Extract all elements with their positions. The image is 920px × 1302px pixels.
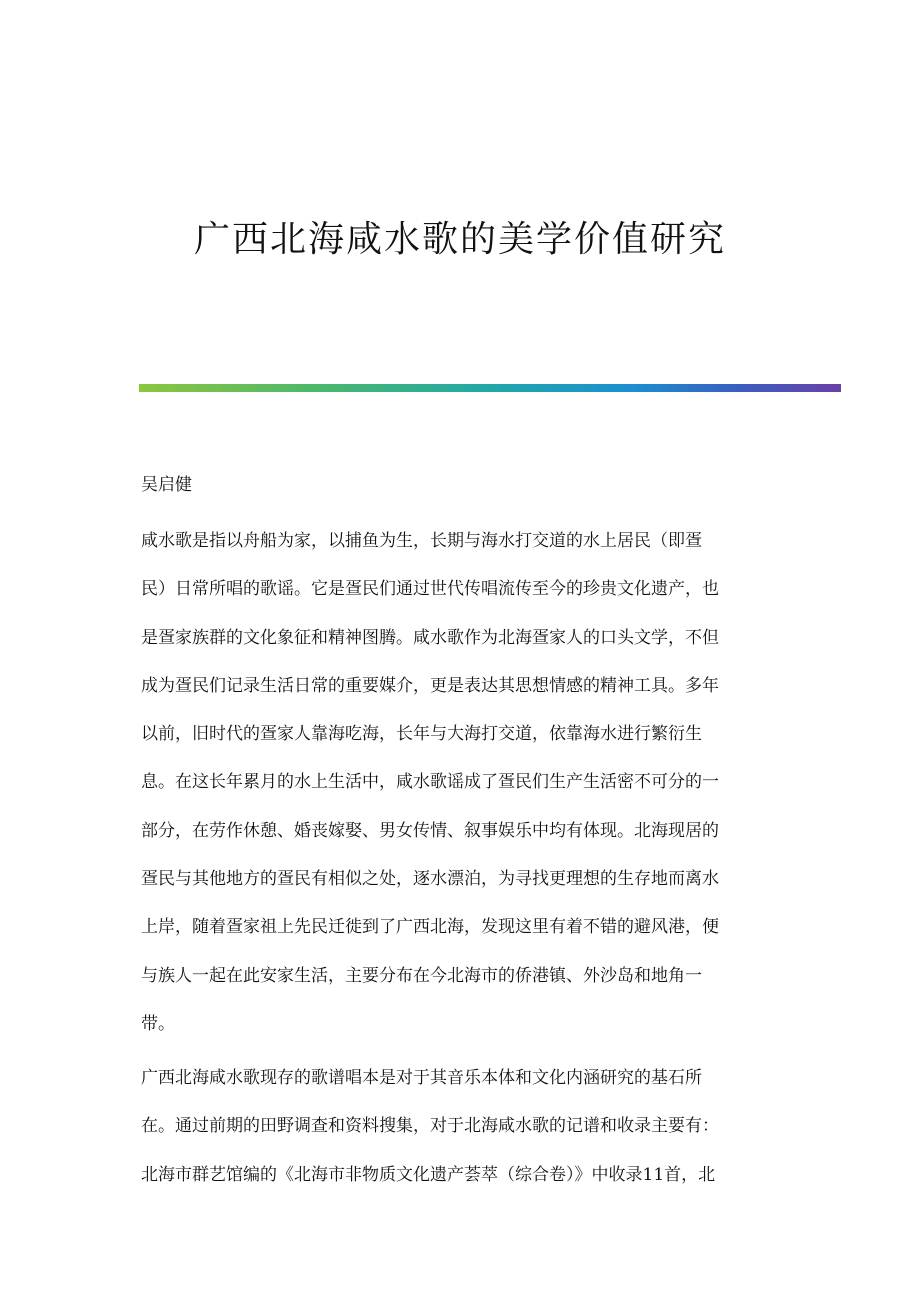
paragraph-line: 咸水歌是指以舟船为家，以捕鱼为生，长期与海水打交道的水上居民（即疍 (141, 531, 702, 551)
author-name: 吴启健 (141, 475, 192, 495)
paragraph-line: 上岸，随着疍家祖上先民迁徙到了广西北海，发现这里有着不错的避风港，便 (141, 917, 719, 938)
paragraph-line: 带。 (141, 1013, 175, 1034)
paragraph-1 (141, 517, 781, 1048)
paragraph-line: 息。在这长年累月的水上生活中，咸水歌谣成了疍民们生产生活密不可分的一 (141, 772, 719, 793)
paragraph-line: 广西北海咸水歌现存的歌谱唱本是对于其音乐本体和文化内涵研究的基石所 (141, 1068, 702, 1088)
paragraph-line: 成为疍民们记录生活日常的重要媒介，更是表达其思想情感的精神工具。多年 (141, 675, 719, 696)
paragraph-line: 北海市群艺馆编的《北海市非物质文化遗产荟萃（综合卷）》中收录11首，北 (141, 1164, 716, 1185)
paragraph-line: 是疍家族群的文化象征和精神图腾。咸水歌作为北海疍家人的口头文学，不但 (141, 627, 719, 648)
title-divider (139, 384, 841, 392)
paragraph-line: 在。通过前期的田野调查和资料搜集，对于北海咸水歌的记谱和收录主要有： (141, 1116, 719, 1137)
paragraph-line: 与族人一起在此安家生活，主要分布在今北海市的侨港镇、外沙岛和地角一 (141, 965, 702, 986)
paragraph-2 (141, 1054, 781, 1199)
paragraph-line: 疍民与其他地方的疍民有相似之处，逐水漂泊，为寻找更理想的生存地而离水 (141, 869, 719, 890)
paragraph-line: 部分，在劳作休憩、婚丧嫁娶、男女传情、叙事娱乐中均有体现。北海现居的 (141, 820, 719, 841)
document-title: 广西北海咸水歌的美学价值研究 (193, 219, 726, 260)
paragraph-line: 民）日常所唱的歌谣。它是疍民们通过世代传唱流传至今的珍贵文化遗产，也 (141, 579, 719, 600)
paragraph-line: 以前，旧时代的疍家人靠海吃海，长年与大海打交道，依靠海水进行繁衍生 (141, 724, 702, 745)
